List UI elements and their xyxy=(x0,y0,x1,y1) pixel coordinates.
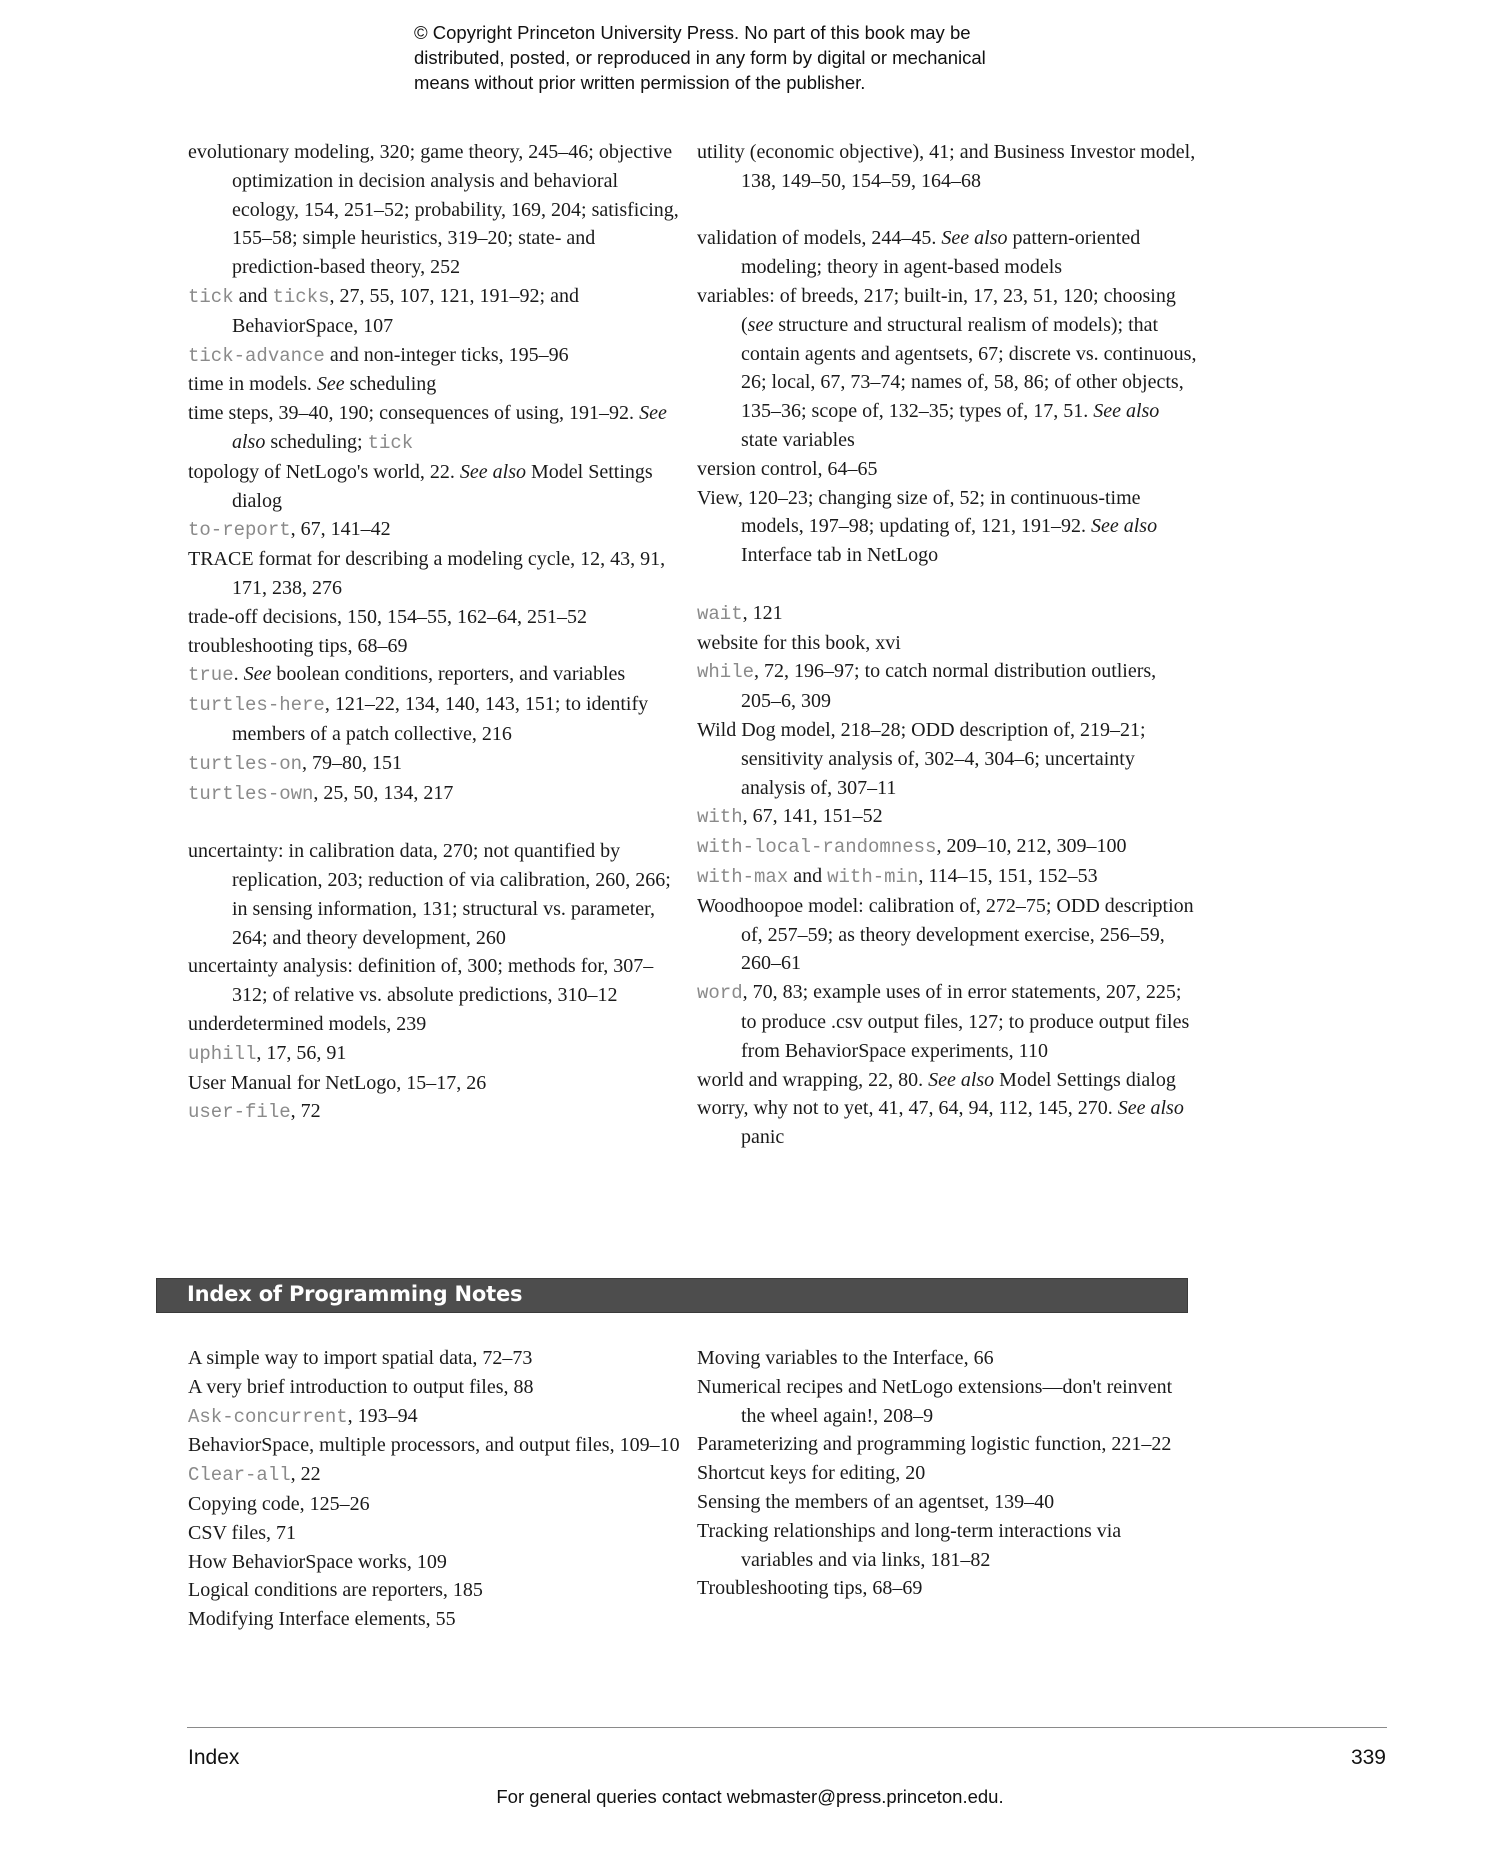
copyright-notice xyxy=(414,20,1134,95)
index-entry xyxy=(188,545,688,603)
entry-text: troubleshooting tips, 68–69 xyxy=(188,634,408,657)
entry-text: Model Settings dialog xyxy=(232,460,653,512)
index-entry xyxy=(188,1548,688,1577)
entry-text: Wild Dog model, 218–28; ODD description of, 219–21; sensitivity analysis of, 302–4, 304–6; uncertainty analysis of, 307–11 xyxy=(697,718,1146,799)
entry-text: Numerical recipes and NetLogo extensions—don't reinvent the wheel again!, 208–9 xyxy=(697,1375,1173,1427)
entry-text: Model Settings dialog xyxy=(994,1068,1176,1091)
entry-text: and non-integer ticks, 195–96 xyxy=(324,343,569,366)
entry-text: Sensing the members of an agentset, 139–40 xyxy=(697,1490,1055,1513)
entry-text: , 72, 196–97; to catch normal distribution outliers, 205–6, 309 xyxy=(741,660,1157,713)
index-entry xyxy=(697,138,1197,196)
code-term: while xyxy=(697,661,755,684)
index-entry xyxy=(697,1344,1197,1373)
code-term: tick xyxy=(367,431,414,454)
index-entry xyxy=(188,690,688,749)
cross-reference: see xyxy=(747,313,774,336)
section-header-bar xyxy=(156,1278,1188,1313)
entry-text: uncertainty: in calibration data, 270; not quantified by replication, 203; reduction of via calibration, 260, 266; in sensing information, 131; structural vs. parameter, 264; and theory development, 260 xyxy=(188,840,671,949)
cross-reference: See also xyxy=(1090,515,1158,538)
entry-text: time steps, 39–40, 190; consequences of using, 191–92. xyxy=(188,402,640,425)
entry-text: Tracking relationships and long-term interactions via variables and via links, 181–82 xyxy=(697,1519,1122,1571)
index-entry xyxy=(697,1430,1197,1459)
code-term: user-file xyxy=(188,1101,291,1124)
entry-text: CSV files, 71 xyxy=(188,1521,296,1544)
index-entry xyxy=(188,1010,688,1039)
index-entry xyxy=(188,1097,688,1127)
notes-right-column xyxy=(697,1344,1197,1603)
entry-text: , 22 xyxy=(290,1463,321,1486)
code-term: turtles-on xyxy=(188,752,303,775)
index-entry xyxy=(188,1490,688,1519)
index-entry xyxy=(188,1373,688,1402)
index-entry xyxy=(697,455,1197,484)
index-entry xyxy=(188,515,688,545)
entry-text: panic xyxy=(741,1126,785,1149)
entry-text: Copying code, 125–26 xyxy=(188,1492,370,1515)
entry-text: state variables xyxy=(741,428,855,451)
entry-text: version control, 64–65 xyxy=(697,457,878,480)
code-term: with-local-randomness xyxy=(697,836,937,859)
section-title: Index of Programming Notes xyxy=(187,1282,523,1306)
entry-text: A very brief introduction to output files, 88 xyxy=(188,1375,534,1398)
entry-text: scheduling; xyxy=(265,430,368,453)
index-entry xyxy=(697,978,1197,1065)
entry-text: , 114–15, 151, 152–53 xyxy=(918,864,1098,887)
cross-reference: See also xyxy=(1117,1097,1184,1120)
code-term: Clear-all xyxy=(188,1464,291,1487)
entry-text: , 121 xyxy=(742,601,783,624)
entry-text: and xyxy=(233,284,273,307)
entry-text: . xyxy=(233,663,244,686)
code-term: ticks xyxy=(272,285,330,308)
index-entry xyxy=(697,832,1197,862)
code-term: Ask-concurrent xyxy=(188,1405,348,1428)
cross-reference: See also xyxy=(459,460,527,483)
index-entry xyxy=(188,1519,688,1548)
cross-reference: See xyxy=(316,373,345,396)
entry-text: variables: of breeds, 217; built-in, 17, 23, 51, 120; choosing ( xyxy=(697,284,1176,336)
entry-text: , 121–22, 134, 140, 143, 151; to identify members of a patch collective, 216 xyxy=(232,693,649,745)
entry-text: , 27, 55, 107, 121, 191–92; and BehaviorSpace, 107 xyxy=(232,284,579,337)
code-term: to-report xyxy=(188,519,291,542)
index-entry xyxy=(697,1574,1197,1603)
code-term: word xyxy=(697,982,743,1005)
index-entry xyxy=(188,1460,688,1490)
index-entry xyxy=(188,458,688,516)
entry-text: structure and structural realism of models); that contain agents and agentsets, 67; discrete vs. continuous, 26; local, 67, 73–74; names of, 58, 86; of other objects, 135–36; scope of, 132–35; types of, 17, 51. xyxy=(741,313,1197,423)
index-entry xyxy=(697,599,1197,629)
entry-text: Moving variables to the Interface, 66 xyxy=(697,1347,994,1369)
entry-text: topology of NetLogo's world, 22. xyxy=(188,460,460,483)
entry-text: , 67, 141, 151–52 xyxy=(742,805,883,828)
index-entry xyxy=(188,138,688,282)
code-term: true xyxy=(188,664,234,687)
index-entry xyxy=(188,660,688,690)
index-entry xyxy=(697,1517,1197,1575)
footer-divider xyxy=(187,1727,1387,1728)
running-footer-label: Index xyxy=(188,1746,240,1769)
index-entry xyxy=(697,1373,1197,1431)
index-entry xyxy=(697,629,1197,658)
index-entry xyxy=(697,1459,1197,1488)
index-entry xyxy=(697,862,1197,892)
entry-text: Interface tab in NetLogo xyxy=(741,544,939,567)
index-entry xyxy=(188,370,688,399)
code-term: uphill xyxy=(188,1042,257,1065)
index-entry xyxy=(188,1039,688,1069)
entry-text: and xyxy=(788,864,828,887)
code-term: with-max xyxy=(697,865,789,888)
code-term: with-min xyxy=(827,865,919,888)
index-entry xyxy=(188,1605,688,1634)
index-entry xyxy=(697,1488,1197,1517)
copyright-line: distributed, posted, or reproduced in any form by digital or mechanical xyxy=(414,47,986,68)
cross-reference: See also xyxy=(928,1068,995,1091)
index-entry xyxy=(697,892,1197,978)
index-entry xyxy=(188,779,688,809)
entry-text: time in models. xyxy=(188,373,317,396)
entry-text: evolutionary modeling, 320; game theory, 245–46; objective optimization in decision analysis and behavioral ecology, 154, 251–52; probability, 169, 204; satisficing, 155–58; simple heuristics, 319–20; state- and prediction-based theory, 252 xyxy=(188,141,679,279)
code-term: tick-advance xyxy=(188,344,325,367)
entry-text: Modifying Interface elements, 55 xyxy=(188,1608,456,1631)
index-entry xyxy=(188,749,688,779)
index-right-column xyxy=(697,138,1197,1152)
index-entry xyxy=(188,282,688,341)
code-term: with xyxy=(697,806,743,829)
code-term: tick xyxy=(188,285,234,308)
index-left-column xyxy=(188,138,688,1127)
entry-text: validation of models, 244–45. xyxy=(697,227,942,250)
code-term: turtles-own xyxy=(188,782,314,805)
entry-text: worry, why not to yet, 41, 47, 64, 94, 112, 145, 270. xyxy=(697,1097,1118,1120)
entry-text: TRACE format for describing a modeling cycle, 12, 43, 91, 171, 238, 276 xyxy=(188,548,666,599)
copyright-line: means without prior written permission of the publisher. xyxy=(414,72,866,93)
entry-text: boolean conditions, reporters, and variables xyxy=(271,663,626,686)
index-entry xyxy=(188,1069,688,1098)
entry-text: pattern-oriented modeling; theory in agent-based models xyxy=(741,227,1141,279)
entry-text: scheduling xyxy=(344,373,437,396)
index-entry xyxy=(697,657,1197,716)
index-entry xyxy=(188,952,688,1010)
entry-text: , 209–10, 212, 309–100 xyxy=(936,835,1127,858)
entry-text: BehaviorSpace, multiple processors, and output files, 109–10 xyxy=(188,1434,680,1457)
index-entry xyxy=(188,632,688,661)
cross-reference: See xyxy=(243,663,272,686)
notes-left-column xyxy=(188,1344,688,1634)
index-entry xyxy=(188,1431,688,1460)
index-entry xyxy=(697,1066,1197,1095)
index-entry xyxy=(188,837,688,952)
entry-text: Parameterizing and programming logistic function, 221–22 xyxy=(697,1433,1172,1456)
index-entry xyxy=(697,1094,1197,1152)
cross-reference: See also xyxy=(1093,400,1160,423)
index-entry xyxy=(697,802,1197,832)
entry-text: website for this book, xvi xyxy=(697,631,901,654)
index-entry xyxy=(188,1344,688,1373)
code-term: wait xyxy=(697,602,743,625)
entry-text: Woodhoopoe model: calibration of, 272–75; ODD description of, 257–59; as theory development exercise, 256–59, 260–61 xyxy=(697,894,1194,975)
copyright-line: © Copyright Princeton University Press. No part of this book may be xyxy=(414,22,971,43)
code-term: turtles-here xyxy=(188,694,325,717)
entry-text: Troubleshooting tips, 68–69 xyxy=(697,1577,923,1600)
entry-text: world and wrapping, 22, 80. xyxy=(697,1068,929,1091)
index-entry xyxy=(697,484,1197,570)
contact-notice: For general queries contact webmaster@press.princeton.edu. xyxy=(496,1786,1004,1807)
entry-text: , 79–80, 151 xyxy=(302,751,403,774)
index-entry xyxy=(697,224,1197,282)
index-entry xyxy=(188,399,688,458)
entry-text: uncertainty analysis: definition of, 300; methods for, 307–312; of relative vs. absolute predictions, 310–12 xyxy=(188,955,654,1007)
page-number: 339 xyxy=(1350,1746,1386,1769)
entry-text: , 193–94 xyxy=(347,1404,418,1427)
index-entry xyxy=(188,341,688,371)
entry-text: , 72 xyxy=(290,1100,321,1123)
entry-text: utility (economic objective), 41; and Business Investor model, 138, 149–50, 154–59, 164–68 xyxy=(697,141,1196,192)
entry-text: , 70, 83; example uses of in error statements, 207, 225; to produce .csv output files, 127; to produce output files from BehaviorSpace experiments, 110 xyxy=(741,981,1190,1062)
entry-text: Logical conditions are reporters, 185 xyxy=(188,1579,483,1602)
cross-reference: See also xyxy=(941,227,1008,250)
entry-text: User Manual for NetLogo, 15–17, 26 xyxy=(188,1071,487,1094)
index-entry xyxy=(697,282,1197,455)
entry-text: , 25, 50, 134, 217 xyxy=(313,781,454,804)
index-entry xyxy=(188,1576,688,1605)
entry-text: trade-off decisions, 150, 154–55, 162–64, 251–52 xyxy=(188,605,588,628)
entry-text: underdetermined models, 239 xyxy=(188,1012,427,1035)
cross-reference: See also xyxy=(232,402,667,453)
index-entry xyxy=(697,716,1197,802)
index-entry xyxy=(188,1402,688,1432)
entry-text: , 67, 141–42 xyxy=(290,518,391,541)
entry-text: View, 120–23; changing size of, 52; in continuous-time models, 197–98; updating of, 121, 191–92. xyxy=(697,486,1141,538)
entry-text: How BehaviorSpace works, 109 xyxy=(188,1550,447,1573)
entry-text: A simple way to import spatial data, 72–73 xyxy=(188,1347,533,1369)
entry-text: , 17, 56, 91 xyxy=(256,1041,347,1064)
entry-text: Shortcut keys for editing, 20 xyxy=(697,1462,926,1485)
index-entry xyxy=(188,603,688,632)
